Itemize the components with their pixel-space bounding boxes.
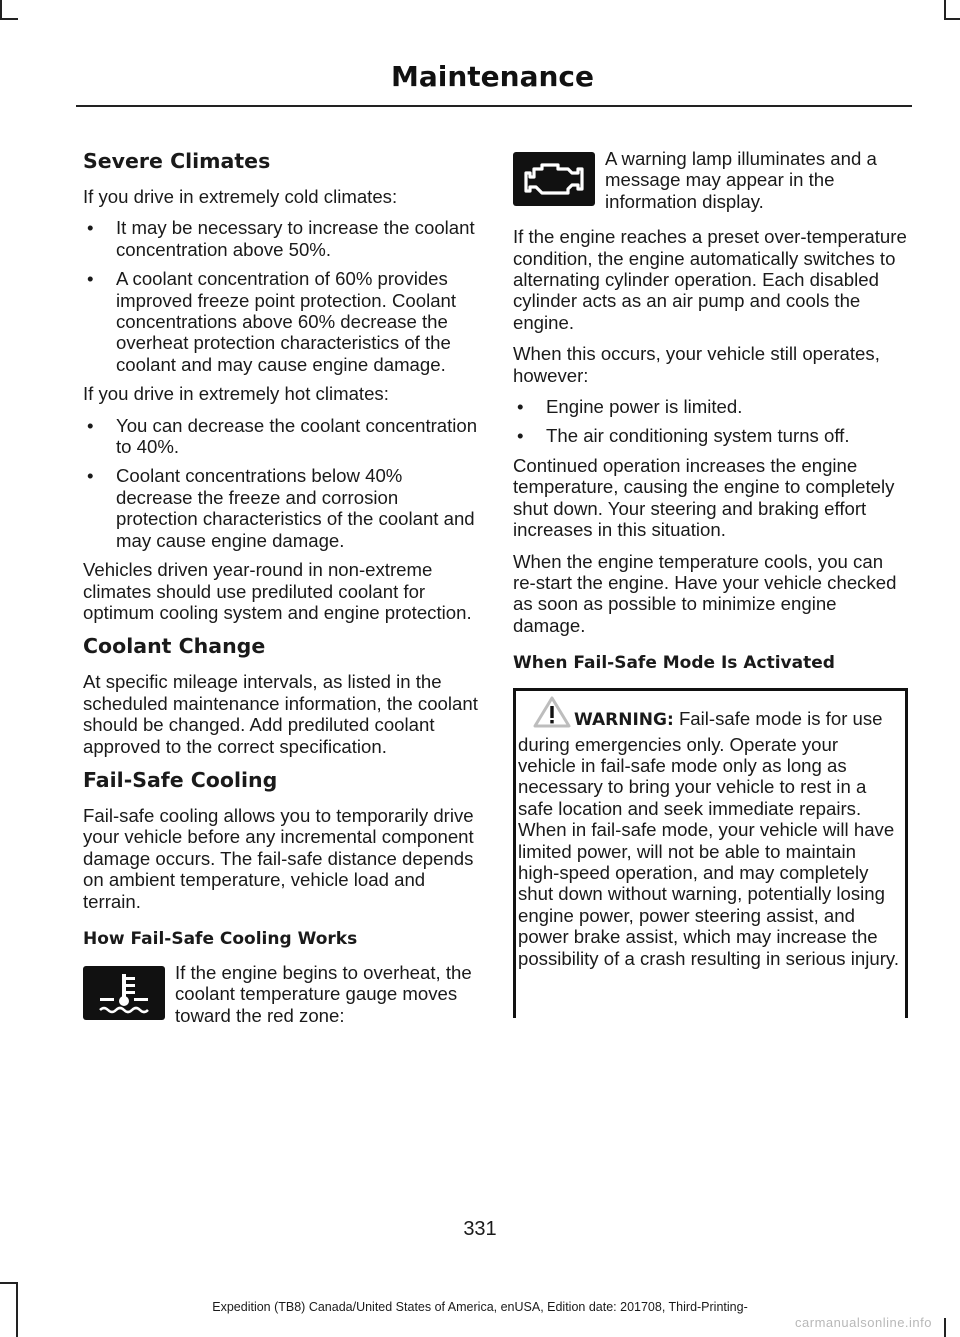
coolant-change-paragraph: At specific mileage intervals, as listed in the scheduled maintenance information, the coolant should be changed. Add prediluted coolant approved to the correct specification.	[83, 671, 478, 757]
crop-mark	[0, 18, 18, 20]
gauge-description: If the engine begins to overheat, the coolant temperature gauge moves toward the red zone:	[175, 961, 472, 1026]
header-divider	[76, 105, 912, 107]
list-item: • The air conditioning system turns off.	[513, 425, 908, 446]
nonextreme-paragraph: Vehicles driven year-round in non-extreme climates should use prediluted coolant for optimum cooling system and engine protection.	[83, 559, 472, 623]
left-column	[83, 140, 478, 1040]
continued-operation-paragraph: Continued operation increases the engine temperature, causing the engine to completely shut down. Your steering and braking effort increases in this situation.	[513, 454, 895, 541]
edition-footer: Expedition (TB8) Canada/United States of America, enUSA, Edition date: 201708, Third-Printing-	[212, 1300, 748, 1314]
hot-climate-list	[83, 415, 478, 551]
fail-safe-cooling-paragraph: Fail-safe cooling allows you to temporarily drive your vehicle before any incremental component damage occurs. The fail-safe distance depends on ambient temperature, vehicle load and terrain.	[83, 804, 474, 912]
warning-box	[513, 688, 908, 1018]
fail-safe-activated-heading: When Fail-Safe Mode Is Activated	[513, 653, 835, 674]
page-number: 331	[463, 1218, 497, 1240]
how-fail-safe-works-heading: How Fail-Safe Cooling Works	[83, 928, 358, 949]
engine-cools-paragraph: When the engine temperature cools, you can re-start the engine. Have your vehicle checked as soon as possible to minimize engine damage.	[513, 550, 897, 636]
warning-label: WARNING:	[574, 710, 674, 731]
still-operates-paragraph: When this occurs, your vehicle still operates, however:	[513, 343, 880, 386]
warning-text: Fail-safe mode is for use during emergencies only. Operate your vehicle in fail-safe mode only as long as necessary to bring your vehicle to rest in a safe location and seek immediate repairs. When in fail-safe mode, your vehicle will have limited power, will not be able to maintain high-speed operation, and may completely shut down without warning, potentially losing engine power, power steering assist, and power brake assist, which may increase the possibility of a crash resulting in serious injury.	[518, 708, 899, 969]
crop-mark	[0, 0, 2, 18]
gauge-row	[83, 962, 478, 1026]
list-item: • Engine power is limited.	[513, 396, 908, 417]
crop-mark	[944, 1318, 946, 1337]
hot-climate-intro: If you drive in extremely hot climates:	[83, 383, 389, 405]
limited-operation-list	[513, 396, 908, 447]
right-column	[513, 140, 908, 1018]
crop-mark	[944, 18, 960, 20]
watermark: carmanualsonline.info	[795, 1315, 932, 1330]
crop-mark	[944, 0, 946, 18]
list-item: • It may be necessary to increase the coolant concentration above 50%.	[83, 217, 478, 260]
warning-lamp-description: A warning lamp illuminates and a message may appear in the information display.	[605, 148, 877, 212]
severe-climates-heading: Severe Climates	[83, 149, 271, 173]
warning-body	[516, 695, 899, 969]
crop-mark	[0, 1282, 18, 1284]
over-temperature-paragraph: If the engine reaches a preset over-temperature condition, the engine automatically switches to alternating cylinder operation. Each disabled cylinder acts as an air pump and cools the engine.	[513, 226, 907, 333]
coolant-change-heading: Coolant Change	[83, 634, 266, 659]
coolant-temperature-icon	[83, 966, 165, 1020]
fail-safe-cooling-heading: Fail-Safe Cooling	[83, 767, 278, 792]
list-item: • A coolant concentration of 60% provides improved freeze point protection. Coolant concentrations above 60% decrease the overheat protection characteristics of the coolant and may cause engine damage.	[83, 268, 478, 375]
warning-triangle-icon	[532, 695, 572, 733]
list-item: • Coolant concentrations below 40% decrease the freeze and corrosion protection characteristics of the coolant and may cause engine damage.	[83, 465, 478, 551]
check-engine-icon	[513, 152, 595, 206]
cold-climate-list	[83, 217, 478, 375]
warning-lamp-row	[513, 148, 908, 212]
cold-climate-intro: If you drive in extremely cold climates:	[83, 186, 398, 207]
list-item: • You can decrease the coolant concentration to 40%.	[83, 415, 478, 458]
page-title: Maintenance	[390, 60, 594, 93]
